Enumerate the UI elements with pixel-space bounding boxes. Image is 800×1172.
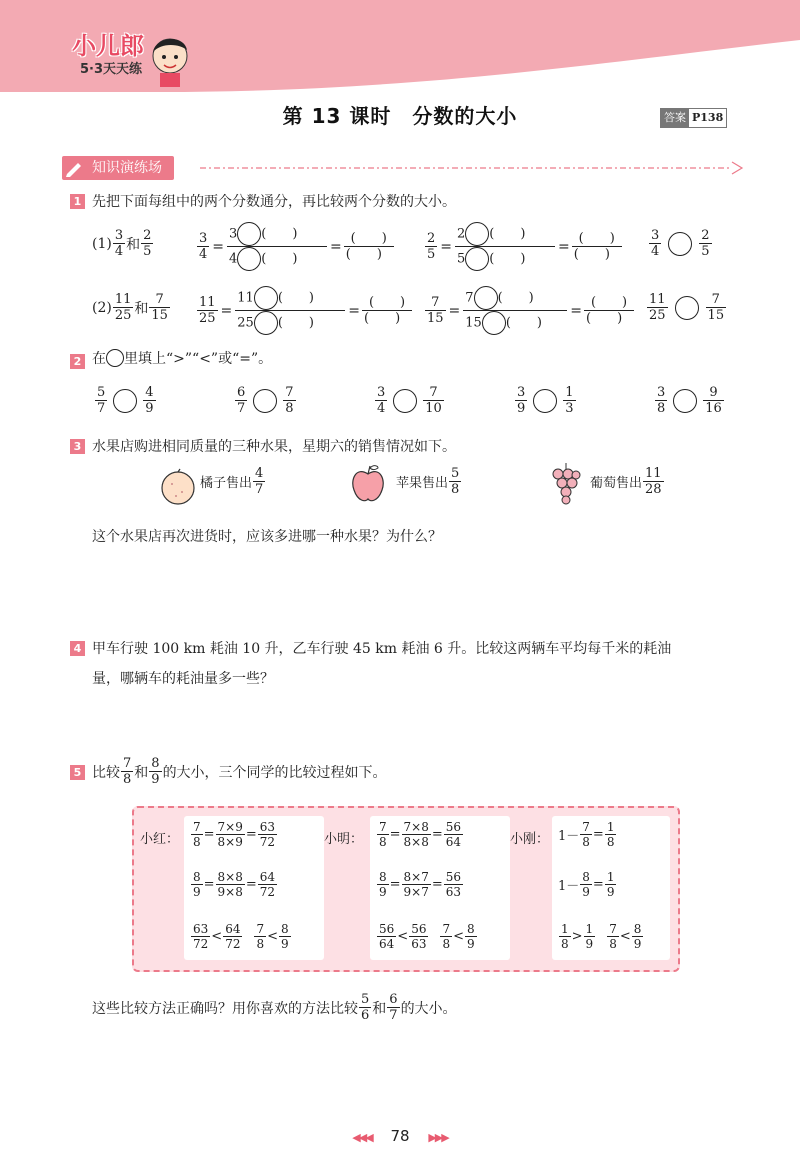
fruit-apple: 苹果售出 5 8 — [396, 466, 460, 497]
q1-r1-fill-b: $\frac{2}{5}$ = $\frac{2 ( )}{5 ( )}$ = ( ) ( ) — [424, 222, 622, 271]
panel-xiaoming: 7 8 = 7×8 8×8 = 56 64 8 9 = 8×7 9×7 = 56 63 56 64 < 56 63 7 8 < 8 9 — [370, 816, 510, 960]
q1-r1-index: (1) — [92, 235, 112, 252]
answer-circle[interactable] — [533, 389, 557, 413]
answer-circle[interactable] — [393, 389, 417, 413]
answer-circle[interactable] — [237, 247, 261, 271]
q1-r1-and: 和 — [126, 236, 141, 253]
panel-xiaohong: 7 8 = 7×9 8×9 = 63 72 8 9 = 8×8 9×8 = 64 72 63 72 < 64 72 7 8 < 8 9 — [184, 816, 324, 960]
q2-pair: 3 8 9 16 — [657, 385, 722, 416]
fraction: 3 4 — [114, 228, 124, 259]
answer-circle[interactable] — [668, 232, 692, 256]
q5-text: 比较 7 8 和 8 9 的大小，三个同学的比较过程如下。 — [92, 756, 387, 787]
q1-r2-and: 和 — [134, 300, 149, 317]
fruit-orange: 橘子售出 4 7 — [200, 466, 264, 497]
next-arrows-icon: ▶▶▶ — [428, 1131, 448, 1144]
q3-text: 水果店购进相同质量的三种水果，星期六的销售情况如下。 — [92, 439, 456, 455]
page-title: 第 13 课时 分数的大小 — [282, 104, 518, 128]
answer-circle[interactable] — [254, 286, 278, 310]
answer-circle[interactable] — [474, 286, 498, 310]
panel-xiaogang: 1－ 7 8 = 1 8 1－ 8 9 = 1 9 1 8 > 1 9 7 8 < 8 9 — [552, 816, 670, 960]
answer-key-ref — [660, 108, 727, 128]
q5-question: 这些比较方法正确吗？用你喜欢的方法比较 5 6 和 6 7 的大小。 — [92, 992, 457, 1023]
q1-r1-fill-a: $\frac{3}{4}$ = $\frac{3 ( )}{4 ( )}$ = ( ) ( ) — [196, 222, 394, 271]
circle-icon — [106, 349, 124, 367]
question-number-4: 4 — [70, 641, 85, 656]
answer-circle[interactable] — [675, 296, 699, 320]
answer-circle[interactable] — [465, 247, 489, 271]
question-number-5: 5 — [70, 765, 85, 780]
answer-circle[interactable] — [237, 222, 261, 246]
section-banner-label: 知识演练场 — [92, 160, 162, 176]
q2-pair: 5 7 4 9 — [97, 385, 154, 416]
q1-r2-index: (2) — [92, 299, 112, 316]
question-number-2: 2 — [70, 354, 85, 369]
q3-question: 这个水果店再次进货时，应该多进哪一种水果？为什么？ — [92, 529, 442, 545]
prev-arrows-icon: ◀◀◀ — [352, 1131, 372, 1144]
answer-circle[interactable] — [113, 389, 137, 413]
fruit-grape: 葡萄售出 11 28 — [590, 466, 662, 497]
student-xiaoming: 小明： — [324, 832, 364, 847]
answer-key-page: P138 — [692, 111, 724, 124]
fraction: 2 5 — [143, 228, 152, 259]
brand-logo: 小儿郎 — [72, 32, 144, 60]
q1-r2-compare: 11 25 7 15 — [649, 292, 725, 323]
q2-text: 在 里填上“>”“<”或“=”。 — [92, 351, 273, 367]
student-xiaogang: 小刚： — [510, 832, 550, 847]
q1-r2-fill-a: $\frac{11}{25}$ = $\frac{11 ( )}{25 ( )}$ = ( ) ( ) — [196, 286, 412, 335]
answer-circle[interactable] — [254, 311, 278, 335]
apple-icon — [348, 462, 388, 506]
question-number-1: 1 — [70, 194, 85, 209]
q1-r1-compare: 3 4 2 5 — [651, 228, 710, 259]
comparison-box — [132, 806, 680, 972]
answer-circle[interactable] — [673, 389, 697, 413]
page-footer — [0, 1127, 800, 1145]
brand-sub: 5·3天天练 — [80, 62, 143, 77]
banner-dash-line — [196, 158, 746, 178]
mascot-icon — [148, 30, 192, 88]
question-number-3: 3 — [70, 439, 85, 454]
page-number: 78 — [390, 1127, 410, 1145]
q1-r2-fill-b: $\frac{7}{15}$ = $\frac{7 ( )}{15 ( )}$ = ( ) ( ) — [424, 286, 634, 335]
answer-key-label: 答案 — [661, 109, 689, 127]
answer-circle[interactable] — [482, 311, 506, 335]
q4-line-1: 甲车行驶 100 km 耗油 10 升，乙车行驶 45 km 耗油 6 升。比较这两辆车平均每千米的耗油 — [92, 641, 672, 657]
orange-icon — [158, 466, 198, 506]
q1-row-2: (2) 11 25 和 7 15 — [92, 292, 168, 323]
q4-line-2: 量，哪辆车的耗油量多一些？ — [92, 671, 274, 687]
q2-pair: 6 7 7 8 — [237, 385, 294, 416]
answer-circle[interactable] — [465, 222, 489, 246]
q2-pair: 3 9 1 3 — [517, 385, 574, 416]
pencil-icon — [64, 158, 84, 178]
grape-icon — [548, 460, 582, 506]
answer-circle[interactable] — [253, 389, 277, 413]
student-xiaohong: 小红： — [140, 832, 180, 847]
q2-pair: 3 4 7 10 — [377, 385, 442, 416]
q1-text: 先把下面每组中的两个分数通分，再比较两个分数的大小。 — [92, 194, 456, 210]
q1-row-1 — [92, 228, 154, 259]
